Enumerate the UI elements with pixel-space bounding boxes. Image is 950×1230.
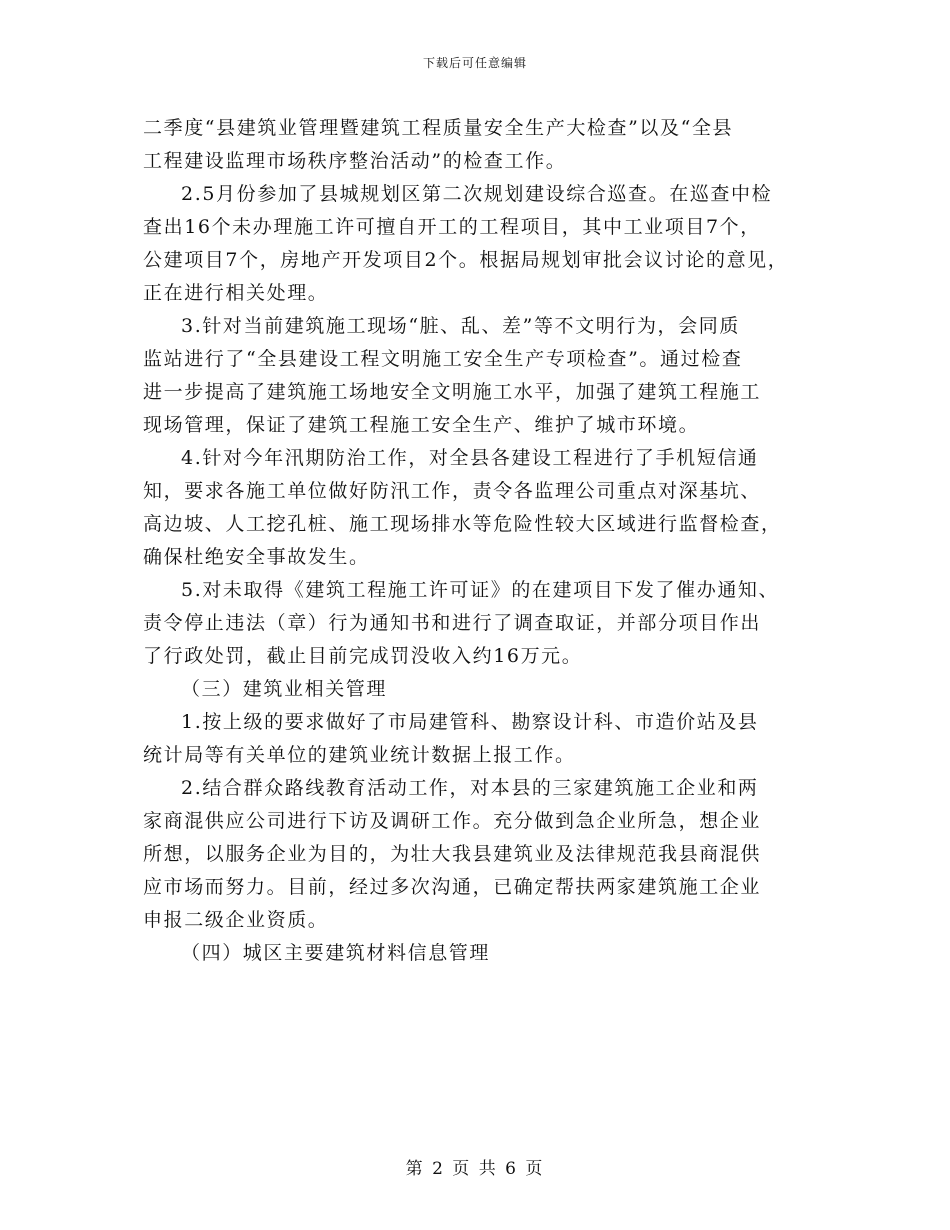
- text-line: 二季度“县建筑业管理暨建筑工程质量安全生产大检查”以及“全县: [143, 117, 734, 139]
- paragraph-start-line: 1.按上级的要求做好了市局建管科、勘察设计科、市造价站及县: [181, 711, 759, 733]
- text-line: 进一步提高了建筑施工场地安全文明施工水平，加强了建筑工程施工: [143, 381, 762, 403]
- text-line: 责令停止违法（章）行为通知书和进行了调查取证，并部分项目作出: [143, 612, 762, 634]
- document-body: [143, 112, 823, 970]
- paragraph-start-line: 3.针对当前建筑施工现场“脏、乱、差”等不文明行为，会同质: [181, 315, 740, 337]
- text-line: 确保杜绝安全事故发生。: [143, 546, 370, 568]
- paragraph-start-line: 4.针对今年汛期防治工作，对全县各建设工程进行了手机短信通: [181, 447, 759, 469]
- text-line: 工程建设监理市场秩序整治活动”的检查工作。: [143, 150, 567, 172]
- paragraph-start-line: 5.对未取得《建筑工程施工许可证》的在建项目下发了催办通知、: [181, 579, 780, 601]
- text-line: 了行政处罚，截止目前完成罚没收入约16万元。: [143, 645, 583, 667]
- paragraph-start-line: 2.结合群众路线教育活动工作，对本县的三家建筑施工企业和两: [181, 777, 759, 799]
- text-line: 家商混供应公司进行下访及调研工作。充分做到急企业所急，想企业: [143, 810, 762, 832]
- section-heading: （三）建筑业相关管理: [181, 678, 388, 700]
- text-line: 所想，以服务企业为目的，为壮大我县建筑业及法律规范我县商混供: [143, 843, 762, 865]
- text-line: 现场管理，保证了建筑工程施工安全生产、维护了城市环境。: [143, 414, 700, 436]
- text-line: 公建项目7个，房地产开发项目2个。根据局规划审批会议讨论的意见，: [143, 249, 789, 271]
- text-line: 高边坡、人工挖孔桩、施工现场排水等危险性较大区域进行监督检查，: [143, 513, 782, 535]
- page-header: 下载后可任意编辑: [422, 56, 527, 70]
- text-line: 正在进行相关处理。: [143, 282, 329, 304]
- text-line: 应市场而努力。目前，经过多次沟通，已确定帮扶两家建筑施工企业: [143, 876, 762, 898]
- text-line: 监站进行了“全县建设工程文明施工安全生产专项检查”。通过检查: [143, 348, 743, 370]
- text-line: 申报二级企业资质。: [143, 909, 329, 931]
- text-line: 统计局等有关单位的建筑业统计数据上报工作。: [143, 744, 576, 766]
- text-line: 查出16个未办理施工许可擅自开工的工程项目，其中工业项目7个，: [143, 216, 761, 238]
- section-heading: （四）城区主要建筑材料信息管理: [181, 942, 491, 964]
- paragraph-start-line: 2.5月份参加了县城规划区第二次规划建设综合巡查。在巡查中检: [181, 183, 773, 205]
- page-number-footer: 第 2 页 共 6 页: [405, 1159, 545, 1179]
- text-line: 知，要求各施工单位做好防汛工作，责令各监理公司重点对深基坑、: [143, 480, 762, 502]
